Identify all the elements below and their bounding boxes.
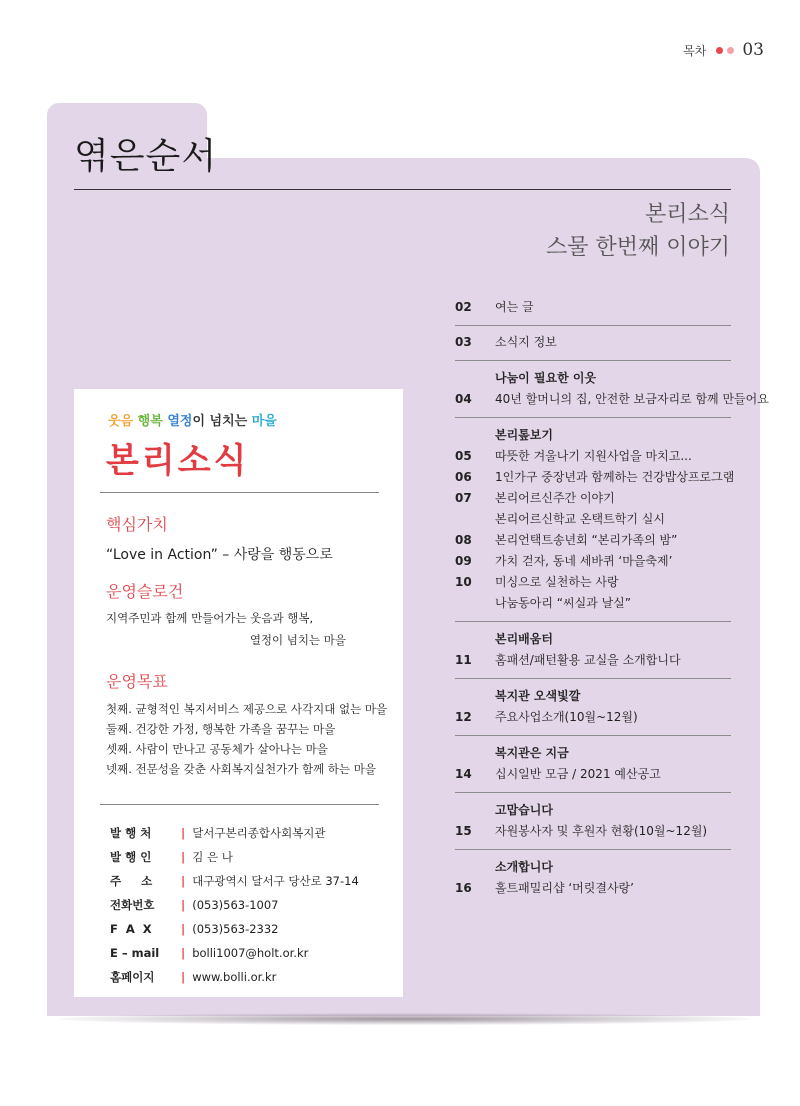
toc-entry xyxy=(455,551,731,572)
divider xyxy=(100,804,379,805)
publisher-label: 홈페이지 xyxy=(110,970,155,984)
title-rule xyxy=(74,189,731,190)
publisher-value: 김 은 나 xyxy=(192,850,233,864)
panel-shadow xyxy=(60,1013,750,1025)
toc-title: 자원봉사자 및 후원자 현황(10월~12월) xyxy=(495,824,708,838)
slogan-line: 지역주민과 함께 만들어가는 웃음과 행복, xyxy=(106,611,314,625)
toc-entry xyxy=(455,593,731,614)
toc-page-number xyxy=(455,509,495,530)
toc-title: 미싱으로 실천하는 사랑 xyxy=(495,575,619,589)
tagline-word: 마을 xyxy=(251,414,277,429)
toc-heading: 고맙습니다 xyxy=(495,803,553,817)
toc-title: 나눔동아리 “씨실과 날실” xyxy=(495,596,631,610)
toc-page-number: 10 xyxy=(455,575,472,589)
info-card xyxy=(74,389,403,997)
toc-entry xyxy=(455,650,731,671)
toc-label: 목차 xyxy=(683,43,707,58)
slogan-text xyxy=(106,607,346,651)
core-value-text: “Love in Action” – 사랑을 행동으로 xyxy=(106,547,333,563)
publisher-row xyxy=(110,893,359,917)
logo: 본리소식 xyxy=(106,441,250,481)
toc-section xyxy=(455,418,735,622)
publisher-row xyxy=(110,821,359,845)
toc-page-number: 16 xyxy=(455,881,472,895)
goal-item: 둘째. 건강한 가정, 행복한 가족을 꿈꾸는 마을 xyxy=(106,722,336,736)
toc-title: 본리어르신주간 이야기 xyxy=(495,491,615,505)
publisher-value: bolli1007@holt.or.kr xyxy=(192,946,309,960)
toc-heading: 나눔이 필요한 이웃 xyxy=(495,371,597,385)
toc-section xyxy=(455,297,731,326)
toc-heading: 본리톺보기 xyxy=(495,428,553,442)
separator: | xyxy=(181,898,186,912)
toc-heading: 복지관은 지금 xyxy=(495,746,569,760)
publisher-label: E – mail xyxy=(110,946,160,960)
toc-title: 홈패션/패턴활용 교실을 소개합니다 xyxy=(495,653,681,667)
toc-section xyxy=(455,622,731,679)
toc-section xyxy=(455,679,731,736)
toc-section xyxy=(455,793,731,850)
toc-entry xyxy=(455,509,731,530)
toc-page-number: 07 xyxy=(455,491,472,505)
page-title: 엮은순서 xyxy=(74,136,218,177)
toc-title: 본리언택트송년회 “본리가족의 밤” xyxy=(495,533,678,547)
goal-item: 셋째. 사람이 만나고 공동체가 살아나는 마을 xyxy=(106,742,328,756)
pink-dot-icon xyxy=(727,47,734,54)
toc-title: 소식지 정보 xyxy=(495,335,557,349)
tagline-word: 웃음 xyxy=(108,414,134,429)
toc-entry xyxy=(455,467,735,488)
tagline-word: 열정 xyxy=(167,414,193,429)
toc-section xyxy=(455,361,769,418)
separator: | xyxy=(181,850,186,864)
publisher-value: 달서구본리종합사회복지관 xyxy=(192,826,326,840)
toc-entry xyxy=(455,821,731,842)
toc-page-number: 02 xyxy=(455,300,472,314)
toc-title: 홀트패밀리샵 ‘머릿결사랑’ xyxy=(495,881,634,895)
toc-title: 주요사업소개(10월~12월) xyxy=(495,710,638,724)
slogan-line: 열정이 넘치는 마을 xyxy=(249,633,346,647)
core-value-heading: 핵심가치 xyxy=(106,515,168,534)
toc-entry xyxy=(455,332,731,353)
toc-section xyxy=(455,850,731,906)
issue-name: 본리소식 xyxy=(644,202,730,227)
toc-entry xyxy=(455,764,731,785)
toc-title: 1인가구 중장년과 함께하는 건강밥상프로그램 xyxy=(495,470,735,484)
page-number xyxy=(683,40,764,60)
toc-heading: 소개합니다 xyxy=(495,860,553,874)
tagline xyxy=(108,410,277,429)
separator: | xyxy=(181,874,186,888)
toc-page-number: 03 xyxy=(455,335,472,349)
publisher-label: 주 소 xyxy=(110,874,153,888)
publisher-value: (053)563-2332 xyxy=(192,922,279,936)
publisher-label: F A X xyxy=(110,922,152,936)
toc-page-number xyxy=(455,593,495,614)
toc-title: 가치 걷자, 동네 세바퀴 ‘마을축제’ xyxy=(495,554,673,568)
toc-page-number: 11 xyxy=(455,653,472,667)
publisher-value: (053)563-1007 xyxy=(192,898,279,912)
toc-section xyxy=(455,736,731,793)
toc-entry xyxy=(455,297,731,318)
publisher-value: 대구광역시 달서구 당산로 37-14 xyxy=(192,874,359,888)
divider xyxy=(100,492,379,493)
toc-entry xyxy=(455,530,731,551)
toc-page-number: 09 xyxy=(455,554,472,568)
toc-page-number: 05 xyxy=(455,449,472,463)
publisher-label: 발 행 인 xyxy=(110,850,152,864)
publisher-row xyxy=(110,845,359,869)
goals-heading: 운영목표 xyxy=(106,672,168,691)
separator: | xyxy=(181,826,186,840)
toc-entry xyxy=(455,707,731,728)
toc-heading: 복지관 오색빛깔 xyxy=(495,689,581,703)
issue-title xyxy=(546,198,730,264)
toc-title: 여는 글 xyxy=(495,300,534,314)
publisher-row xyxy=(110,965,359,989)
toc-title: 40년 할머니의 집, 안전한 보금자리로 함께 만들어요 xyxy=(495,392,769,406)
goal-item: 넷째. 전문성을 갖춘 사회복지실천가가 함께 하는 마을 xyxy=(106,762,376,776)
page-number-value: 03 xyxy=(742,40,764,60)
toc-page-number: 15 xyxy=(455,824,472,838)
toc-entry xyxy=(455,389,769,410)
toc-entry xyxy=(455,446,731,467)
table-of-contents xyxy=(455,297,769,906)
toc-page-number: 14 xyxy=(455,767,472,781)
red-dot-icon xyxy=(716,47,723,54)
toc-entry xyxy=(455,878,731,899)
slogan-heading: 운영슬로건 xyxy=(106,582,184,601)
publisher-label: 전화번호 xyxy=(110,898,155,912)
toc-title: 따뜻한 겨울나기 지원사업을 마치고... xyxy=(495,449,692,463)
separator: | xyxy=(181,922,186,936)
toc-entry xyxy=(455,488,731,509)
separator: | xyxy=(181,970,186,984)
publisher-value: www.bolli.or.kr xyxy=(192,970,277,984)
issue-number: 스물 한번째 이야기 xyxy=(545,235,730,260)
publisher-row xyxy=(110,917,359,941)
publisher-row xyxy=(110,869,359,893)
toc-page-number: 08 xyxy=(455,533,472,547)
goal-item: 첫째. 균형적인 복지서비스 제공으로 사각지대 없는 마을 xyxy=(106,702,388,716)
goals-list xyxy=(106,699,387,779)
toc-title: 십시일반 모금 / 2021 예산공고 xyxy=(495,767,661,781)
toc-page-number: 06 xyxy=(455,470,472,484)
toc-section xyxy=(455,326,731,361)
publisher-row xyxy=(110,941,359,965)
toc-entry xyxy=(455,572,731,593)
toc-page-number: 12 xyxy=(455,710,472,724)
tagline-word: 행복 xyxy=(137,414,163,429)
tagline-word: 이 넘치는 xyxy=(192,414,252,429)
publisher-label: 발 행 처 xyxy=(110,826,152,840)
separator: | xyxy=(181,946,186,960)
toc-title: 본리어르신학교 온택트학기 실시 xyxy=(495,512,665,526)
toc-page-number: 04 xyxy=(455,392,472,406)
toc-heading: 본리배움터 xyxy=(495,632,553,646)
publisher-info xyxy=(110,821,359,989)
